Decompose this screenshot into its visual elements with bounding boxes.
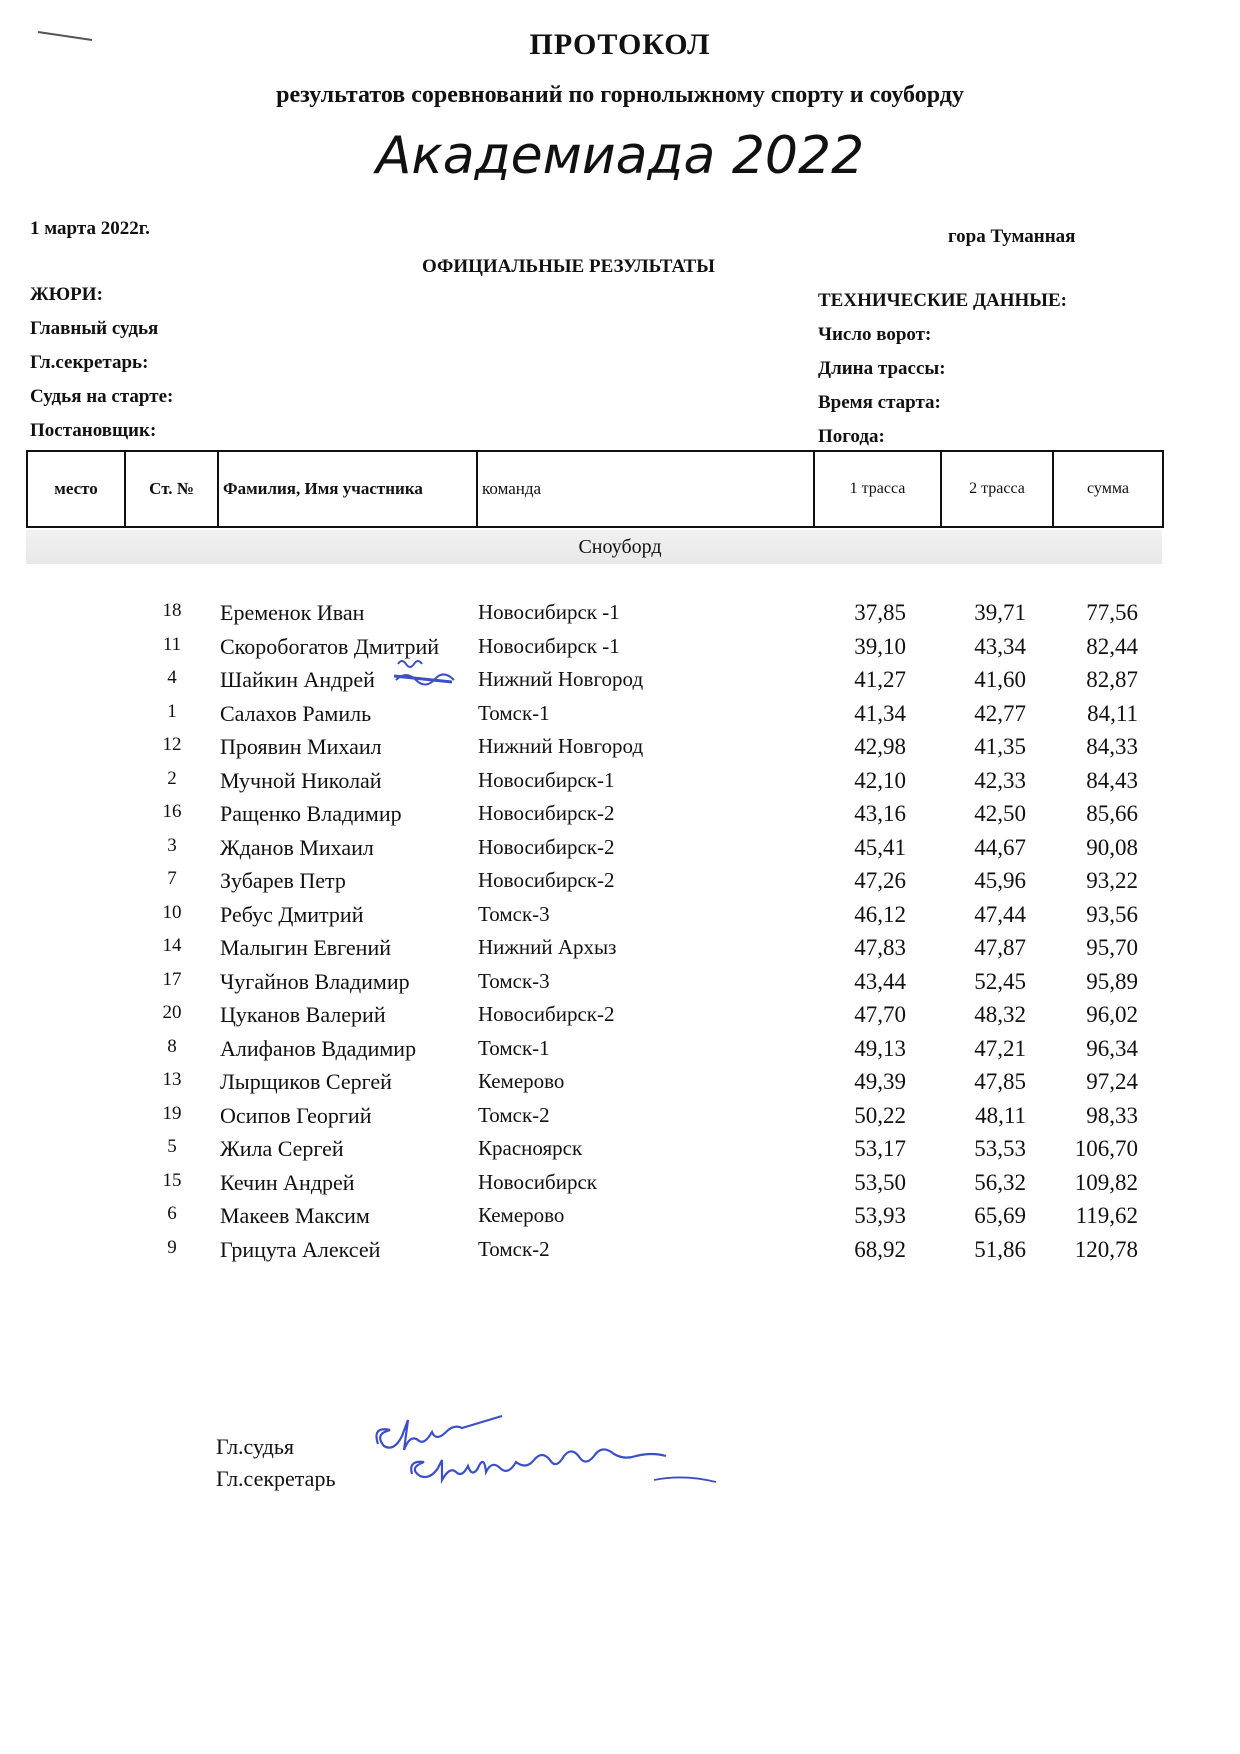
table-row bbox=[0, 701, 1240, 735]
team-name: Кемерово bbox=[478, 1069, 565, 1093]
run1-time: 47,26 bbox=[854, 868, 906, 893]
team-name: Новосибирск bbox=[478, 1169, 597, 1194]
bib-number: 12 bbox=[162, 734, 182, 755]
participant-name: Салахов Рамиль bbox=[220, 700, 372, 726]
run2-time: 41,60 bbox=[974, 667, 1026, 692]
bib-number: 17 bbox=[162, 968, 182, 990]
total-time: 109,82 bbox=[1074, 1169, 1138, 1195]
run1-time: 53,93 bbox=[854, 1203, 906, 1228]
total-time: 84,11 bbox=[1087, 700, 1138, 726]
total-time: 93,56 bbox=[1086, 901, 1138, 927]
scan-mark bbox=[36, 28, 96, 44]
tech-heading: ТЕХНИЧЕСКИЕ ДАННЫЕ: bbox=[818, 290, 1067, 311]
run2-time: 53,53 bbox=[974, 1136, 1026, 1161]
tech-item: Время старта: bbox=[818, 392, 941, 413]
document-title: ПРОТОКОЛ bbox=[529, 28, 711, 61]
total-time: 77,56 bbox=[1086, 600, 1138, 625]
team-name: Новосибирск-1 bbox=[478, 767, 615, 792]
run1-time: 50,22 bbox=[854, 1102, 906, 1128]
run1-time: 53,17 bbox=[854, 1136, 906, 1161]
column-header-bib: Ст. № bbox=[125, 451, 218, 527]
table-row bbox=[0, 1203, 1240, 1237]
participant-name: Зубарев Петр bbox=[220, 868, 346, 893]
run2-time: 42,50 bbox=[974, 801, 1026, 826]
table-row bbox=[0, 768, 1240, 802]
total-time: 84,33 bbox=[1086, 734, 1138, 759]
table-row bbox=[0, 969, 1240, 1003]
team-name: Томск-3 bbox=[478, 901, 550, 926]
jury-heading: ЖЮРИ: bbox=[30, 284, 103, 305]
participant-name: Лырщиков Сергей bbox=[220, 1069, 392, 1094]
participant-name: Кечин Андрей bbox=[220, 1169, 355, 1195]
total-time: 119,62 bbox=[1075, 1203, 1138, 1228]
table-row bbox=[0, 1136, 1240, 1170]
run1-time: 49,13 bbox=[854, 1035, 906, 1061]
bib-number: 18 bbox=[162, 600, 182, 621]
team-name: Новосибирск -1 bbox=[478, 600, 620, 624]
participant-name: Алифанов Вдадимир bbox=[220, 1035, 417, 1061]
event-location: гора Туманная bbox=[948, 226, 1076, 247]
participant-name: Мучной Николай bbox=[220, 767, 382, 793]
table-row bbox=[0, 935, 1240, 969]
table-row bbox=[0, 634, 1240, 668]
total-time: 82,87 bbox=[1086, 667, 1138, 692]
participant-name: Ребус Дмитрий bbox=[220, 901, 364, 927]
run1-time: 68,92 bbox=[854, 1236, 906, 1262]
bib-number: 8 bbox=[167, 1035, 177, 1057]
run1-time: 42,10 bbox=[854, 767, 906, 793]
run2-time: 43,34 bbox=[974, 633, 1026, 659]
jury-item: Постановщик: bbox=[30, 420, 157, 441]
table-row bbox=[0, 1170, 1240, 1204]
run1-time: 47,70 bbox=[854, 1002, 906, 1027]
participant-name: Грицута Алексей bbox=[220, 1236, 381, 1262]
table-row bbox=[0, 1103, 1240, 1137]
column-header-run2: 2 трасса bbox=[941, 451, 1053, 527]
team-name: Новосибирск -1 bbox=[478, 633, 620, 658]
bib-number: 5 bbox=[167, 1136, 177, 1157]
team-name: Красноярск bbox=[478, 1136, 583, 1160]
total-time: 106,70 bbox=[1074, 1136, 1138, 1161]
team-name: Новосибирск-2 bbox=[478, 834, 615, 859]
run2-time: 41,35 bbox=[974, 734, 1026, 759]
run2-time: 56,32 bbox=[974, 1169, 1026, 1195]
run1-time: 39,10 bbox=[854, 633, 906, 659]
bib-number: 3 bbox=[167, 834, 177, 856]
run1-time: 43,44 bbox=[854, 968, 906, 994]
total-time: 85,66 bbox=[1086, 801, 1138, 826]
jury-item: Главный судья bbox=[30, 318, 159, 339]
table-row bbox=[0, 801, 1240, 835]
participant-name: Макеев Максим bbox=[220, 1203, 370, 1228]
total-time: 97,24 bbox=[1086, 1069, 1138, 1094]
run2-time: 42,33 bbox=[974, 767, 1026, 793]
section-label: Сноуборд bbox=[578, 536, 662, 558]
results-table-header bbox=[26, 450, 1164, 528]
total-time: 90,08 bbox=[1086, 834, 1138, 860]
table-row bbox=[0, 734, 1240, 768]
run2-time: 51,86 bbox=[974, 1236, 1026, 1262]
column-header-team: команда bbox=[477, 451, 814, 527]
participant-name: Чугайнов Владимир bbox=[220, 968, 410, 994]
bib-number: 11 bbox=[162, 633, 182, 655]
judge-signature-label: Гл.судья bbox=[216, 1434, 294, 1459]
participant-name: Малыгин Евгений bbox=[220, 935, 391, 960]
team-name: Кемерово bbox=[478, 1203, 565, 1227]
team-name: Томск-2 bbox=[478, 1102, 550, 1127]
run2-time: 45,96 bbox=[974, 868, 1026, 893]
official-results-label: ОФИЦИАЛЬНЫЕ РЕЗУЛЬТАТЫ bbox=[422, 256, 715, 277]
bib-number: 15 bbox=[162, 1169, 182, 1191]
total-time: 95,89 bbox=[1086, 968, 1138, 994]
run1-time: 53,50 bbox=[854, 1169, 906, 1195]
team-name: Новосибирск-2 bbox=[478, 868, 615, 892]
table-row bbox=[0, 667, 1240, 701]
run2-time: 52,45 bbox=[974, 968, 1026, 994]
run2-time: 47,85 bbox=[974, 1069, 1026, 1094]
bib-number: 19 bbox=[162, 1102, 182, 1124]
participant-name: Осипов Георгий bbox=[220, 1102, 372, 1128]
run1-time: 42,98 bbox=[854, 734, 906, 759]
tech-item: Число ворот: bbox=[818, 324, 932, 345]
secretary-signature-label: Гл.секретарь bbox=[216, 1466, 336, 1491]
run2-time: 65,69 bbox=[974, 1203, 1026, 1228]
table-row bbox=[0, 600, 1240, 634]
bib-number: 14 bbox=[162, 935, 182, 956]
run1-time: 49,39 bbox=[854, 1069, 906, 1094]
participant-name: Жданов Михаил bbox=[220, 834, 374, 860]
table-row bbox=[0, 835, 1240, 869]
bib-number: 2 bbox=[167, 767, 177, 789]
team-name: Нижний Архыз bbox=[478, 935, 617, 959]
bib-number: 16 bbox=[162, 801, 182, 822]
run1-time: 41,34 bbox=[854, 700, 906, 726]
participant-name: Цуканов Валерий bbox=[220, 1002, 386, 1027]
secretary-signature bbox=[404, 1444, 724, 1494]
team-name: Нижний Новгород bbox=[478, 667, 644, 691]
participant-name: Еременок Иван bbox=[220, 600, 365, 625]
total-time: 96,34 bbox=[1086, 1035, 1138, 1061]
results-rows bbox=[0, 600, 1240, 1270]
column-header-name: Фамилия, Имя участника bbox=[218, 451, 477, 527]
bib-number: 13 bbox=[162, 1069, 182, 1090]
total-time: 98,33 bbox=[1086, 1102, 1138, 1128]
run2-time: 47,44 bbox=[974, 901, 1026, 927]
table-row bbox=[0, 1002, 1240, 1036]
total-time: 93,22 bbox=[1086, 868, 1138, 893]
participant-name: Проявин Михаил bbox=[220, 734, 382, 759]
team-name: Томск-2 bbox=[478, 1236, 550, 1261]
column-header-place: место bbox=[27, 451, 125, 527]
run2-time: 42,77 bbox=[974, 700, 1026, 726]
column-header-total: сумма bbox=[1053, 451, 1163, 527]
run2-time: 47,87 bbox=[974, 935, 1026, 960]
participant-name: Скоробогатов Дмитрий bbox=[220, 633, 440, 659]
participant-name: Ращенко Владимир bbox=[220, 801, 402, 826]
total-time: 95,70 bbox=[1086, 935, 1138, 960]
participant-name: Шайкин Андрей bbox=[220, 667, 375, 692]
tech-item: Длина трассы: bbox=[818, 358, 946, 379]
total-time: 84,43 bbox=[1086, 767, 1138, 793]
run2-time: 39,71 bbox=[974, 600, 1026, 625]
run2-time: 47,21 bbox=[974, 1035, 1026, 1061]
run1-time: 47,83 bbox=[854, 935, 906, 960]
total-time: 96,02 bbox=[1086, 1002, 1138, 1027]
total-time: 82,44 bbox=[1086, 633, 1138, 659]
team-name: Новосибирск-2 bbox=[478, 801, 615, 825]
total-time: 120,78 bbox=[1074, 1236, 1138, 1262]
run2-time: 48,32 bbox=[974, 1002, 1026, 1027]
team-name: Новосибирск-2 bbox=[478, 1002, 615, 1026]
run1-time: 46,12 bbox=[854, 901, 906, 927]
table-row bbox=[0, 1069, 1240, 1103]
handwritten-correction bbox=[392, 656, 462, 692]
table-row bbox=[0, 1237, 1240, 1271]
bib-number: 4 bbox=[167, 667, 177, 688]
bib-number: 10 bbox=[162, 901, 182, 923]
team-name: Томск-3 bbox=[478, 968, 550, 993]
table-row bbox=[0, 1036, 1240, 1070]
team-name: Нижний Новгород bbox=[478, 734, 644, 758]
team-name: Томск-1 bbox=[478, 1035, 550, 1060]
run2-time: 44,67 bbox=[974, 834, 1026, 860]
document-subtitle: результатов соревнований по горнолыжному спорту и соуборду bbox=[276, 82, 964, 108]
table-row bbox=[0, 902, 1240, 936]
run1-time: 43,16 bbox=[854, 801, 906, 826]
participant-name: Жила Сергей bbox=[220, 1136, 344, 1161]
bib-number: 9 bbox=[167, 1236, 177, 1258]
bib-number: 20 bbox=[162, 1002, 182, 1023]
bib-number: 6 bbox=[167, 1203, 177, 1224]
event-date: 1 марта 2022г. bbox=[30, 218, 150, 239]
jury-item: Гл.секретарь: bbox=[30, 352, 149, 373]
run1-time: 41,27 bbox=[854, 667, 906, 692]
tech-item: Погода: bbox=[818, 426, 885, 447]
run1-time: 37,85 bbox=[854, 600, 906, 625]
event-name: Академиада 2022 bbox=[375, 126, 865, 186]
run1-time: 45,41 bbox=[854, 834, 906, 860]
bib-number: 7 bbox=[167, 868, 177, 889]
column-header-run1: 1 трасса bbox=[814, 451, 941, 527]
jury-item: Судья на старте: bbox=[30, 386, 174, 407]
bib-number: 1 bbox=[167, 700, 177, 722]
run2-time: 48,11 bbox=[975, 1102, 1026, 1128]
team-name: Томск-1 bbox=[478, 700, 550, 725]
table-row bbox=[0, 868, 1240, 902]
